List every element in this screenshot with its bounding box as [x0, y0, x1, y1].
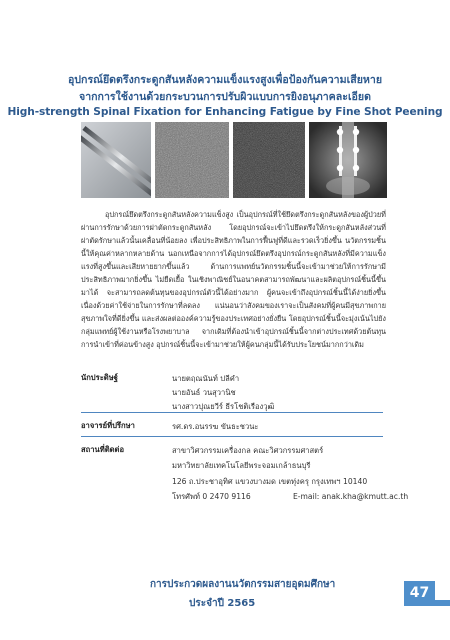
contact-line-1: สาขาวิศวกรรมเครื่องกล คณะวิศวกรรมศาสตร์	[172, 446, 324, 455]
page-number-badge: 47	[404, 581, 435, 606]
corner-accent-bar	[434, 600, 450, 606]
contact-email[interactable]: E-mail: anak.kha@kmutt.ac.th	[293, 492, 409, 501]
spinal-rods-photo	[81, 122, 151, 198]
shot-peened-surface-photo	[155, 122, 229, 198]
footer-year: ประจำปี 2565	[189, 598, 256, 609]
surface-texture-photo	[233, 122, 305, 198]
inventor-1: นายตฤณนันท์ ปลีคำ	[172, 374, 240, 383]
title-thai-line-1: อุปกรณ์ยึดตรึงกระดูกสันหลังความแข็งแรงสูงเพื่อป้องกันความเสียหาย	[67, 74, 383, 86]
advisor-name: รศ.ดร.อนรรฆ ขันธะชวนะ	[172, 422, 259, 431]
inventor-2: นายอันธ์ วนสุวานิช	[172, 388, 236, 397]
description-paragraph: อุปกรณ์ยึดตรึงกระดูกสันหลังความแข็งสูง เป็นอุปกรณ์ที่ใช้ยึดตรึงกระดูกสันหลังของผู้ป่วยที่ผ่านการรักษาด้วยการผ่าตัดกระดูกสันหลัง โดยอุปกรณ์จะเข้าไปยึดตรึงให้กระดูกสันหลังส่วนที่ผ่าตัดรักษาแล้วนั้นเคลื่อนที่น้อยลง เพื่อประสิทธิภาพในการฟื้นฟูที่ดีและรวดเร็วยิ่งขึ้น นวัตกรรมชิ้นนี้ให้คุณค่าหลากหลายด้าน นอกเหนือจากการได้อุปกรณ์ยึดตรึงอุปกรณ์กระดูกสันหลังที่มีความแข็งแรงที่สูงขึ้นและเสียหายยากขึ้นแล้ว ด้านการแพทย์นวัตกรรมชิ้นนี้จะเข้ามาช่วยให้การรักษามีประสิทธิภาพมากยิ่งขึ้น ไม่ยืดเยื้อ ในเชิงพาณิชย์ในอนาคตสามารถพัฒนาและผลิตอุปกรณ์ชิ้นนี้ขึ้นมาได้ จะสามารถลดต้นทุนของอุปกรณ์ตัวนี้ได้อย่างมาก ผู้คนจะเข้าถึงอุปกรณ์ชิ้นนี้ได้ง่ายยิ่งขึ้น เนื่องด้วยค่าใช้จ่ายในการรักษาที่ลดลง แน่นอนว่าสังคมของเราจะเป็นสังคมที่ผู้คนมีสุขภาพกายสุขภาพใจที่ดียิ่งขึ้น และส่งผลต่อองค์ความรู้ของประเทศอย่างยั่งยืน โดยอุปกรณ์ชิ้นนี้จะมุ่งเน้นไปยังกลุ่มแพทย์ผู้ใช้งานหรือโรงพยาบาล จากเดิมที่ต้องนำเข้าอุปกรณ์ชิ้นนี้จากต่างประเทศด้วยต้นทุนการนำเข้าที่ค่อนข้างสูง อุปกรณ์ชิ้นนี้จะเข้ามาช่วยให้ผู้คนกลุ่มนี้ได้รับประโยชน์มากกว่าเดิม	[81, 210, 386, 349]
inventors-label: นักประดิษฐ์	[81, 373, 118, 382]
contact-label: สถานที่ติดต่อ	[81, 445, 125, 454]
inventor-3: นางสาวปุณยวีร์ ธีรโชติเรืองวุฒิ	[172, 402, 275, 411]
divider-2	[81, 436, 383, 437]
contact-line-2: มหาวิทยาลัยเทคโนโลยีพระจอมเกล้าธนบุรี	[172, 461, 311, 470]
spine-xray-photo	[309, 122, 387, 198]
contact-line-3: 126 ถ.ประชาอุทิศ แขวงบางมด เขตทุ่งครุ กรุงเทพฯ 10140	[172, 477, 368, 486]
footer-contest-title: การประกวดผลงานนวัตกรรมสายอุดมศึกษา	[150, 579, 336, 590]
contact-phone: โทรศัพท์ 0 2470 9116	[172, 492, 251, 501]
title-english: High-strength Spinal Fixation for Enhancing Fatigue by Fine Shot Peening	[7, 106, 443, 118]
advisor-label: อาจารย์ที่ปรึกษา	[81, 421, 135, 430]
divider-1	[81, 412, 383, 413]
title-thai-line-2: จากการใช้งานด้วยกระบวนการปรับผิวแบบการยิงอนุภาคละเอียด	[78, 91, 372, 103]
